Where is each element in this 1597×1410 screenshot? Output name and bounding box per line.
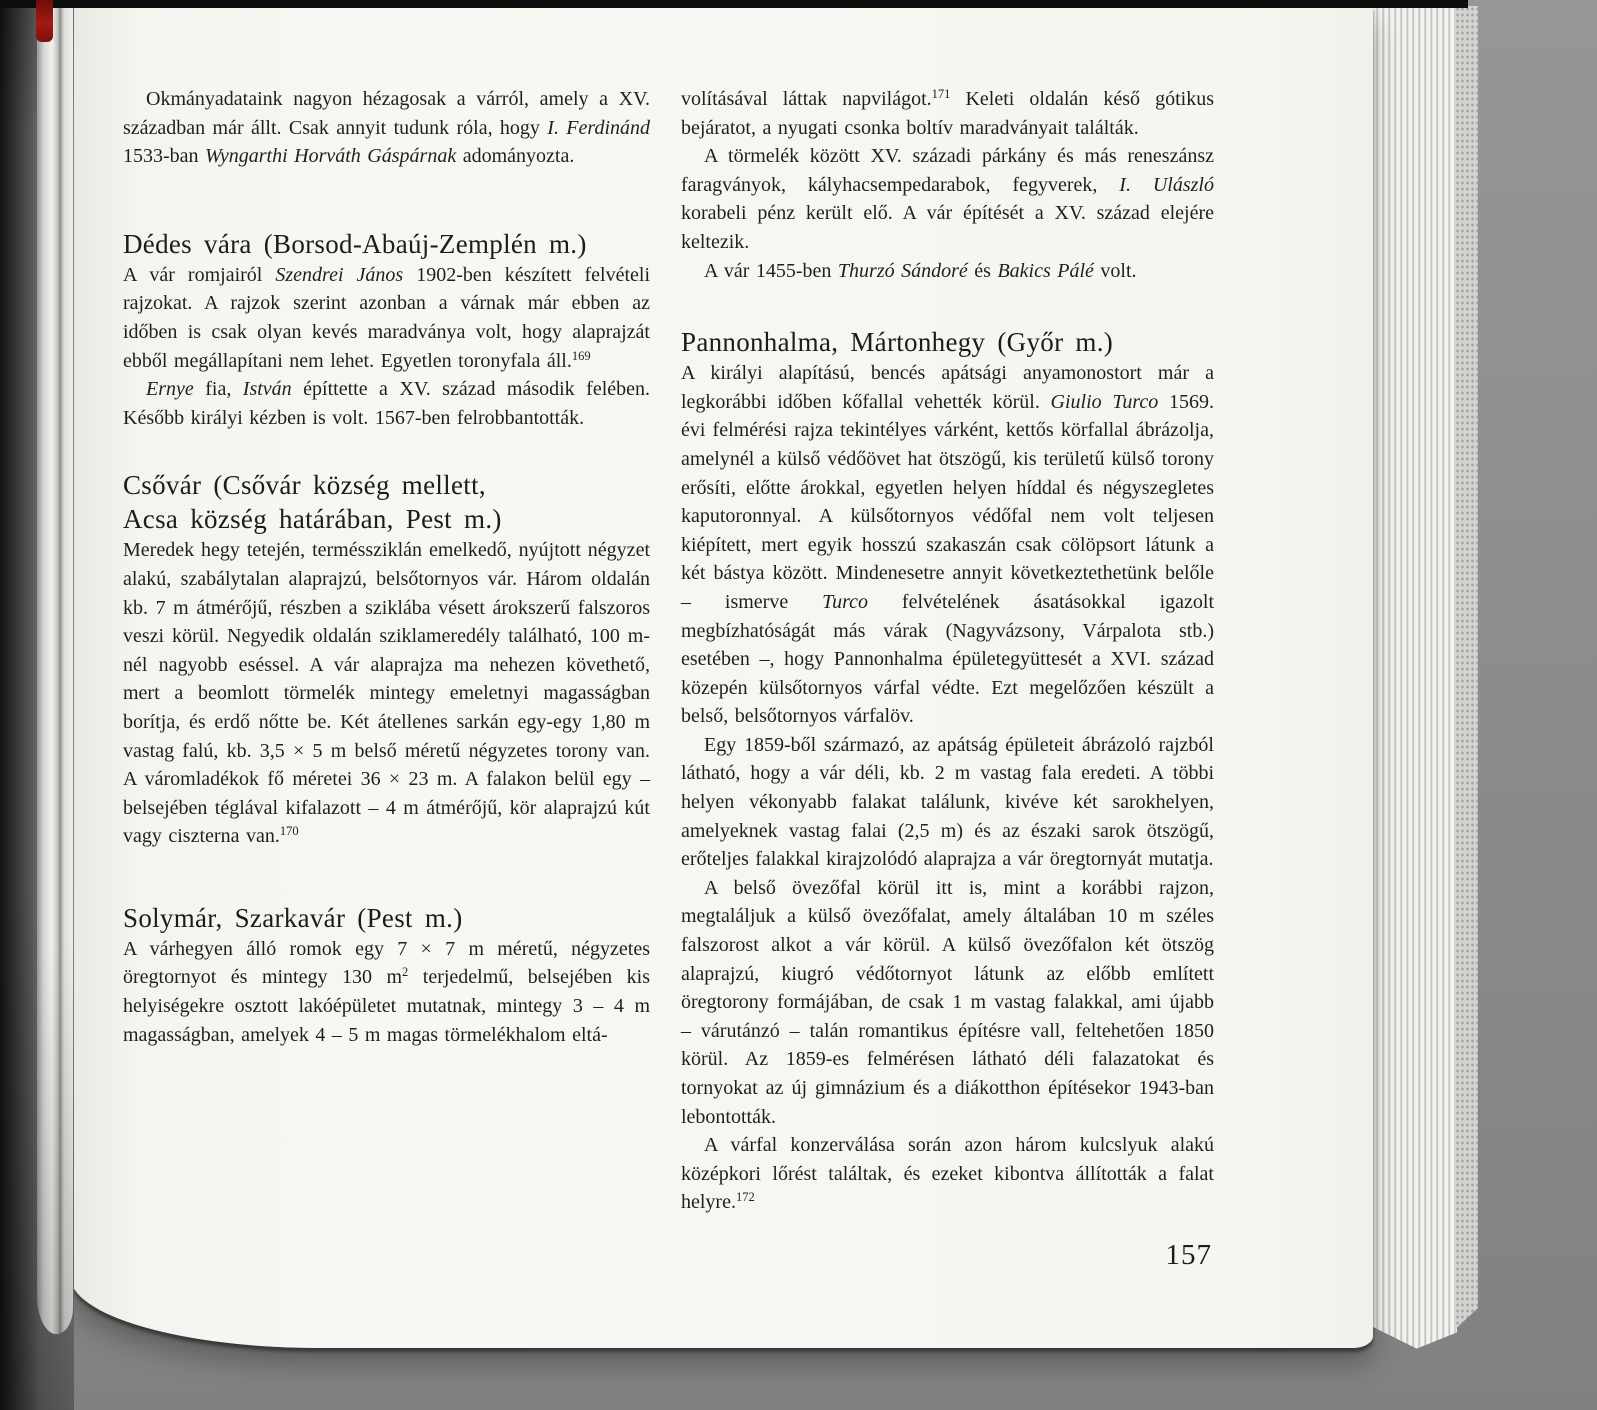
superscript-m2: 2 (402, 965, 409, 980)
text-run: volításával láttak napvilágot. (681, 88, 932, 110)
footnote-ref-171: 171 (931, 87, 951, 101)
paragraph-pannonhalma-4 (681, 1131, 1214, 1217)
italic-run: Giulio Turco (1050, 390, 1159, 413)
heading-line: Csővár (Csővár község mellett, (123, 470, 486, 501)
text-run: 1569. évi felmérési rajza tekintélyes várként, kettős körfallal ábrázolja, amelynél a külső védőövet hat ötszögű, kis területű külső torony erősíti, előtte árokkal, egyetlen helyen híddal és négyszegletes kaputoronnyal. A külsőtornyos védőfal nem volt teljesen kiépített, mert egyik hosszú szakaszán csak cölöpsort látunk a két bástya között. Mindenesetre annyit következtethetünk belőle – ismerve (681, 390, 1214, 613)
scan-top-edge (0, 0, 1468, 8)
italic-run: Szendrei János (275, 263, 404, 286)
text-run: terjedelmű, belsejében kis helyiségekre osztott lakóépületet mutatnak, mintegy 3 – 4 m magasságban, amelyek 4 – 5 m magas törmelékhalom eltá- (123, 966, 651, 1046)
footnote-ref-172: 172 (735, 1190, 755, 1205)
text-run: Meredek hegy tetején, terméssziklán emelkedő, nyújtott négyzet alakú, szabálytalan alaprajzú, belsőtornyos vár. Három oldalán kb. 7 m átmérőjű, részben a sziklába vésett árokszerű falszoros veszi körül. Negyedik oldalán sziklameredély található, 100 m-nél nagyobb eséssel. A vár alaprajza ma nehezen követhető, mert a beomlott törmelék mintegy emeletnyi magasságban borítja, és erdő nőtte be. Két átellenes sarkán egy-egy 1,80 m vastag falú, kb. 3,5 × 5 m belső méretű négyzetes torony van. A váromladékok fő méretei 36 × 23 m. A falakon belül egy – belsejében téglával kifalazott – 4 m átmérőjű, kör alaprajzú kút vagy ciszterna van. (123, 539, 650, 848)
right-column (681, 85, 1214, 1270)
text-run: korabeli pénz került elő. A vár építését a XV. század elejére keltezik. (681, 202, 1214, 253)
footnote-ref-169: 169 (571, 348, 591, 363)
text-run: fia, (193, 378, 243, 401)
text-run: 1902-ben készített felvételi rajzokat. A rajzok szerint azonban a várnak már ebben az időben is csak olyan kevés maradványa volt, hogy alaprajzát ebből megállapítani nem lehet. Egyetlen toronyfala áll. (123, 263, 650, 372)
page-number: 157 (1165, 1238, 1212, 1271)
italic-run: Wyngarthi Horváth Gáspárnak (205, 145, 457, 168)
italic-run: Bakics Pálé (997, 259, 1094, 282)
italic-run: Ernye (146, 378, 194, 401)
page-curl-edge (37, 4, 73, 1334)
red-bookmark-mark (36, 0, 53, 42)
text-run: 1533-ban (123, 145, 206, 168)
paragraph-continuation (681, 85, 1214, 142)
text-run: adományozta. (456, 145, 575, 168)
paragraph-tormelek (681, 142, 1214, 256)
text-run: A királyi alapítású, bencés apátsági anyamonostort már a legkorábbi időben kőfallal vehették körül. (681, 362, 1214, 413)
text-run: Okmányadataink nagyon hézagosak a várról, amely a XV. században már állt. Csak annyit tudunk róla, hogy (123, 88, 650, 139)
page-stack-texture (1455, 6, 1478, 1340)
paragraph-pannonhalma-1 (681, 359, 1214, 731)
heading-solymar: Solymár, Szarkavár (Pest m.) (123, 902, 463, 933)
text-run: A törmelék között XV. századi párkány és más reneszánsz faragványok, kályhacsempedarabok, fegyverek, (681, 145, 1214, 196)
paragraph-dedes-1 (123, 261, 650, 375)
paragraph-pannonhalma-2 (681, 731, 1214, 874)
heading-line: Acsa község határában, Pest m.) (123, 504, 502, 535)
italic-run: István (242, 378, 292, 401)
text-run: A belső övezőfal körül itt is, mint a korábbi rajzon, megtaláljuk a külső övezőfalat, amely általában 10 m széles falszorost alkot a vár körül. A külső övezőfalon két ötszög alaprajzú, kiugró védőtornyot látunk az előbb említett öregtorony formájában, de csak 1 m vastag falakkal, ami újabb – várutánzó – talán romantikus építésre vall, feltehetően 1850 körül. Az 1859-es felmérésen látható déli falazatokat és tornyokat az új gimnázium és a diákotthon építésekor 1943-ban lebontották. (681, 876, 1214, 1128)
footnote-ref-170: 170 (279, 824, 299, 839)
paragraph-okmanyadataink (123, 85, 650, 171)
paragraph-dedes-2 (123, 375, 650, 432)
heading-pannonhalma: Pannonhalma, Mártonhegy (Győr m.) (681, 327, 1114, 358)
text-run: felvételének ásatásokkal igazolt megbízhatóságát más várak (Nagyvázsony, Várpalota stb.) esetében –, hogy Pannonhalma épületegyüttesét a XVI. század közepén külsőtornyos várfal védte. Ezt megelőzően készült a belső, belsőtornyos várfalöv. (681, 590, 1215, 728)
text-run: A vár romjairól (123, 263, 276, 286)
italic-run: I. Ulászló (1119, 173, 1214, 196)
italic-run: Turco (822, 590, 869, 613)
left-column (123, 85, 650, 1049)
text-run: A várhegyen álló romok egy 7 × 7 m méretű, négyzetes öregtornyot és mintegy 130 m (123, 937, 650, 989)
page-stack-edges (1373, 6, 1457, 1354)
paragraph-thurzo (681, 257, 1214, 286)
heading-csovar (123, 468, 650, 536)
text-run: építtette a XV. század második felében. Később királyi kézben is volt. 1567-ben felrobbantották. (123, 378, 650, 429)
paragraph-csovar (123, 536, 650, 851)
text-run: és (967, 259, 998, 282)
text-run: Keleti oldalán késő gótikus bejáratot, a nyugati csonka boltív maradványait találták. (681, 88, 1214, 139)
italic-run: Thurzó Sándoré (837, 259, 968, 282)
paragraph-pannonhalma-3 (681, 874, 1214, 1131)
text-run: A vár 1455-ben (704, 259, 838, 282)
text-run: volt. (1093, 259, 1137, 282)
italic-run: I. Ferdinánd (547, 116, 651, 139)
paragraph-solymar (123, 935, 650, 1049)
text-run: A várfal konzerválása során azon három kulcslyuk alakú középkori lőrést találtak, és ezeket kibontva állították a falat helyre. (681, 1134, 1214, 1214)
heading-dedes-vara: Dédes vára (Borsod-Abaúj-Zemplén m.) (123, 228, 587, 259)
text-run: Egy 1859-ből származó, az apátság épületeit ábrázoló rajzból látható, hogy a vár déli, kb. 2 m vastag fala eredeti. A többi helyen vékonyabb falakat találunk, kivéve két sarokhelyen, amelyeknek vastag falai (2,5 m) és az északi sarok ötszögű, erőteljes falakkal kirajzolódó alaprajza a vár öregtornyát mutatja. (681, 733, 1214, 871)
